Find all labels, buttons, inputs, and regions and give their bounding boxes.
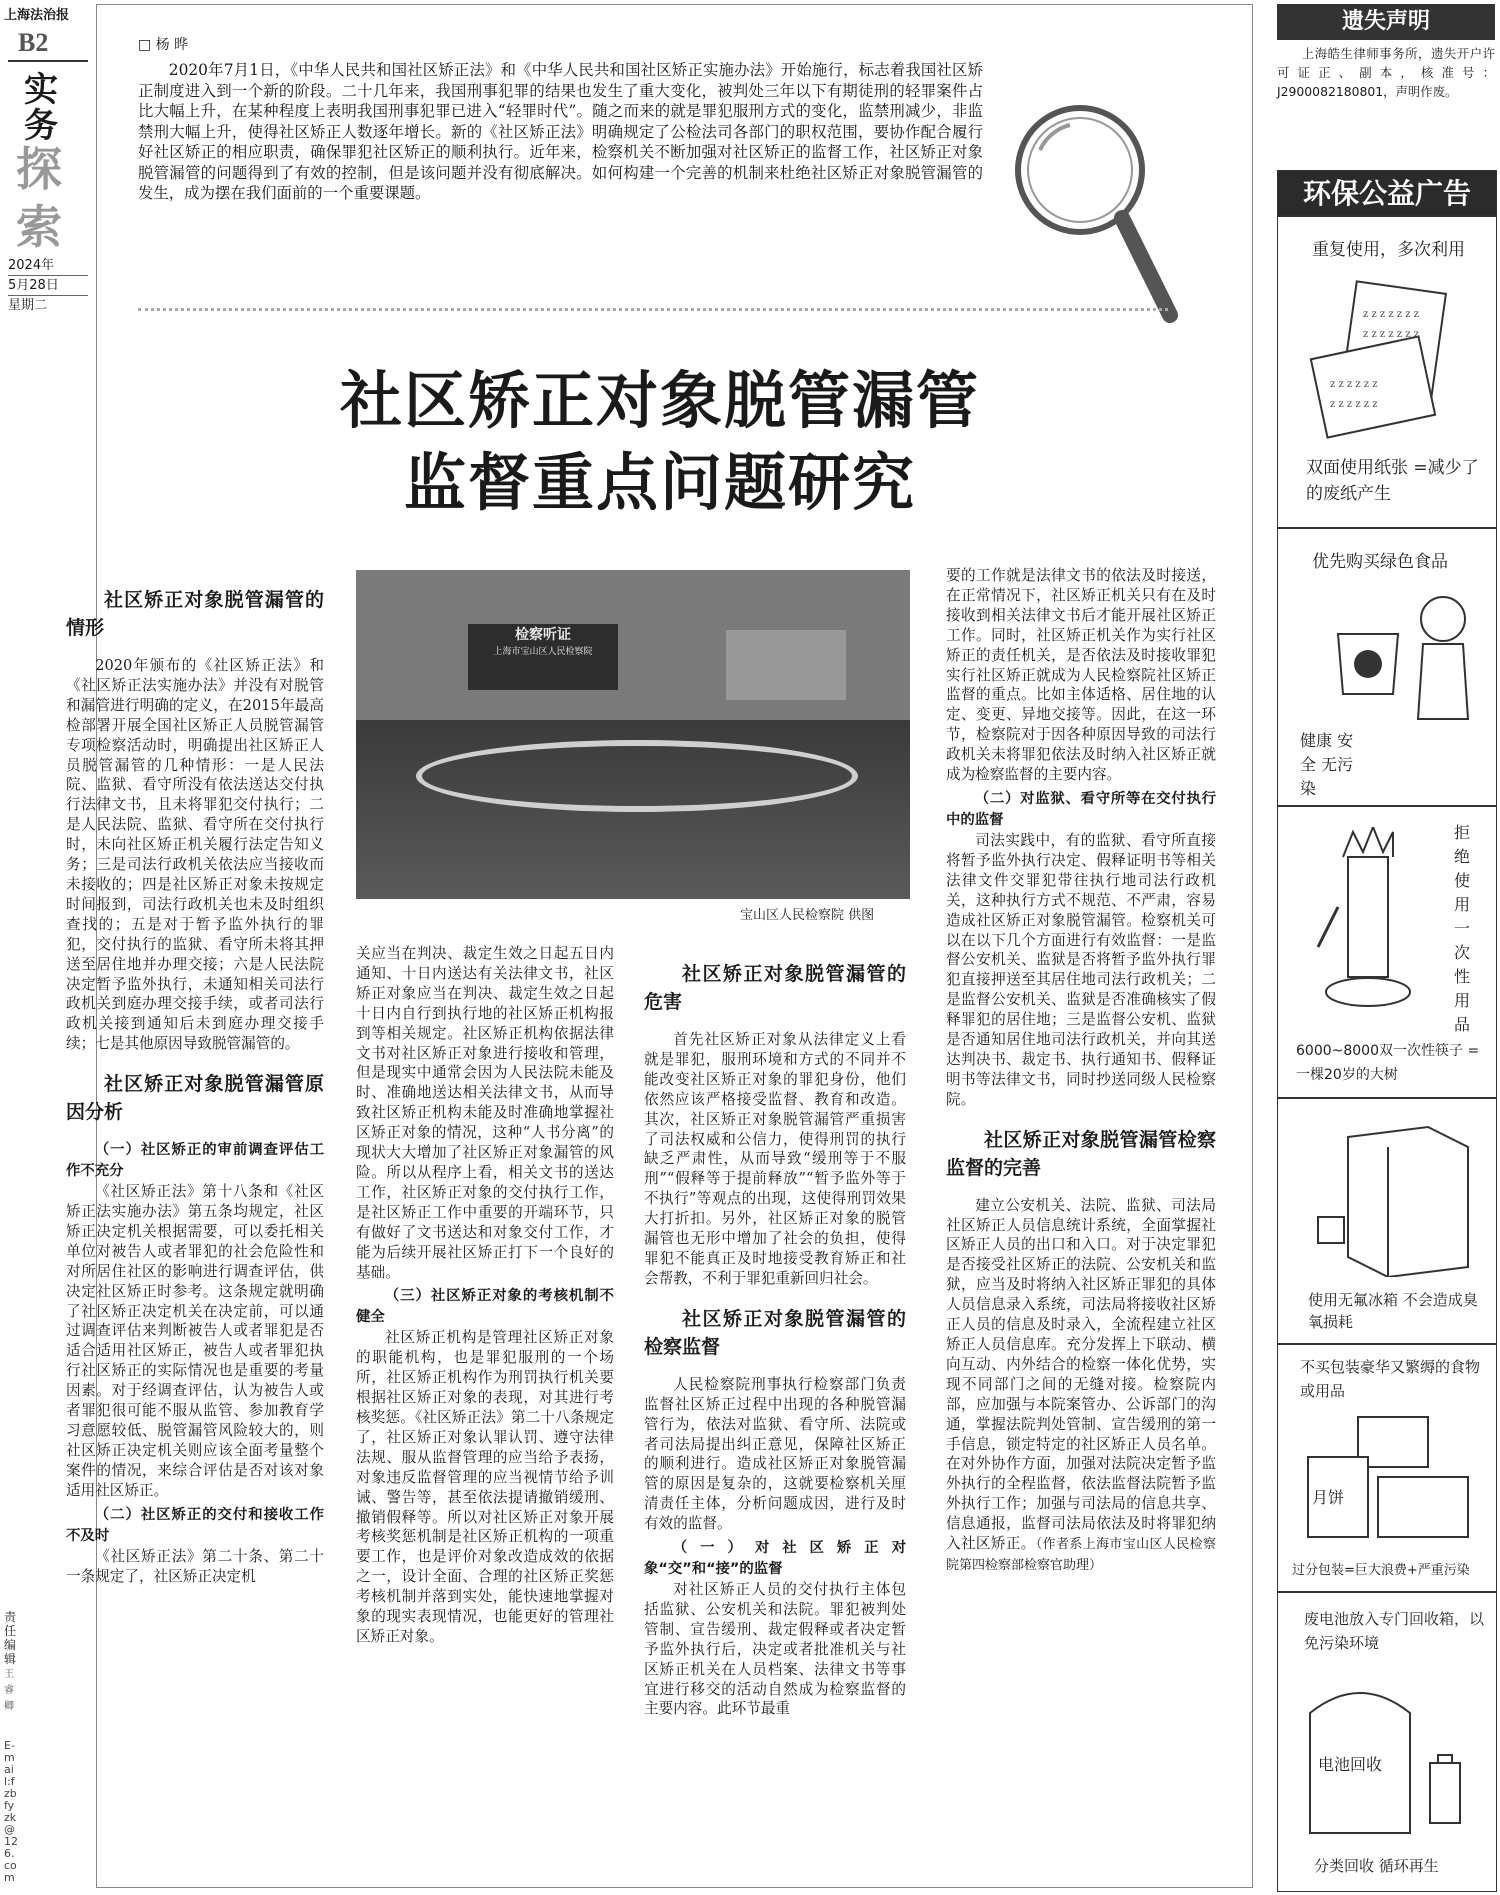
photo-caption: 宝山区人民检察院 供图 xyxy=(740,908,875,923)
ad-text: 废电池放入专门回收箱，以免污染环境 xyxy=(1304,1610,1485,1652)
column-2 xyxy=(356,944,614,1647)
paragraph: 司法实践中，有的监狱、看守所直接将暂予监外执行决定、假释证明书等相关法律文件交罪犯带往执行地司法行政机关，这种执行方式不规范、不严肃，容易造成社区矫正对象脱管漏管。检察机关可以在以下几个方面进行有效监督：一是监督公安机关、监狱是否将暂予监外执行罪犯直接押送至其居住地司法行政机关；二是监督公安机关、监狱是否准确核实了假释罪犯的居住地；三是监督公安机、监狱是否通知居住地司法行政机关，并向其送达判决书、裁定书、执行通知书、假释证明书等法律文书，同时抄送同级人民检察院。 xyxy=(946,831,1216,1108)
date-block xyxy=(8,256,88,315)
paragraph: 人民检察院刑事执行检察部门负责监督社区矫正过程中出现的各种脱管漏管行为，依法对监狱、看守所、法院或者司法局提出纠正意见，保障社区矫正的顺利进行。造成社区矫正对象脱管漏管的原因是复杂的，这就要检察机关厘清责任主体，分析问题成因，进行及时有效的监督。 xyxy=(644,1375,906,1533)
editor-label: 责任编辑王睿卿 xyxy=(4,1610,17,1712)
ad-text: 重复使用，多次利用 xyxy=(1312,240,1465,260)
column-4 xyxy=(946,566,1216,1576)
paragraph: 对社区矫正人员的交付执行主体包括监狱、公安机关和法院。罪犯被判处管制、宣告缓刑、裁定假释或者决定暂予监外执行后，决定或者批准机关与社区矫正机关在人员档案、法律文书等事宜进行移交的活动自然成为检察监督的主要内容。此环节最重 xyxy=(644,1581,906,1718)
section-heading: 社区矫正对象脱管漏管的检察监督 xyxy=(644,1307,906,1358)
headline xyxy=(120,360,1200,524)
lost-notice: 上海皓生律师事务所，遗失开户许可证正、副本，核准号：J2900082180801，声明作废。 xyxy=(1277,46,1495,99)
masthead-rule xyxy=(8,60,88,62)
hearing-photo xyxy=(356,570,910,899)
magnifier-icon xyxy=(1010,100,1180,330)
ad-label: 月饼 xyxy=(1312,1488,1345,1507)
masthead-logo: 上海法治报 xyxy=(4,8,70,23)
column-1 xyxy=(66,586,324,1586)
photo-board: 检察听证 上海市宝山区人民检察院 xyxy=(468,624,618,690)
ad-label: 电池回收 xyxy=(1318,1755,1383,1774)
editor-name: 王睿卿 xyxy=(4,1669,14,1712)
ad-text: 过分包装=巨大浪费+严重污染 xyxy=(1292,1563,1470,1578)
year: 2024年 xyxy=(8,258,55,273)
ad-panel-paper xyxy=(1278,217,1496,529)
subheading: （二）社区矫正的交付和接收工作不及时 xyxy=(66,1506,324,1544)
eco-ad xyxy=(1277,170,1497,1892)
subheading: （三）社区矫正对象的考核机制不健全 xyxy=(356,1288,614,1326)
svg-text:z z z z z z: z z z z z z xyxy=(1330,399,1378,410)
shopper-icon xyxy=(1318,579,1488,729)
paragraph: 《社区矫正法》第十八条和《社区矫正法实施办法》第五条均规定，社区矫正决定机关根据需要，可以委托相关单位对被告人或者罪犯的社会危险性和对所居住社区的影响进行调查评估，供决定社区矫正时参考。这条规定就明确了社区矫正决定机关在决定前，可以通过调查评估来判断被告人或者罪犯是否适合适用社区矫正，被告人或者罪犯执行社区矫正的实际情况也是重要的考量因素。对于经调查评估，认为被告人或者罪犯很可能不服从监管、参加教育学习意愿较低、脱管漏管风险较大的，则社区矫正决定机关则应该全面考量整个案件的情况，来综合评估是否对该对象适用社区矫正。 xyxy=(66,1183,324,1499)
column-3 xyxy=(644,960,906,1719)
paragraph: 《社区矫正法》第二十条、第二十一条规定了，社区矫正决定机 xyxy=(66,1547,324,1585)
paragraph: 2020年颁布的《社区矫正法》和《社区矫正法实施办法》并没有对脱管和漏管进行明确的定义，在2015年最高检部署开展全国社区矫正人员脱管漏管专项检察活动时，明确提出社区矫正人员脱管漏管的几种情形：一是人民法院、监狱、看守所没有依法送达交付执行法律文书，且未将罪犯交付执行；二是人民法院、监狱、看守所在交付执行时，未向社区矫正机关履行法定告知义务；三是司法行政机关依法应当接收而未接收的；四是社区矫正对象未按规定时间报到，司法行政机关也未及时组织查找的；五是对于暂予监外执行的罪犯，交付执行的监狱、看守所未将其押送至居住地并办理交接；六是人民法院决定暂予监外执行，未通知相关司法行政机关到庭办理交接手续，或者司法行政机关接到通知后未到庭办理交接手续；七是其他原因导致脱管漏管的。 xyxy=(66,657,324,1053)
section-heading: 社区矫正对象脱管漏管的情形 xyxy=(66,589,324,639)
paragraph: 社区矫正机构是管理社区矫正对象的职能机构，也是罪犯服刑的一个场所，社区矫正机构作为刑罚执行机关要根据社区矫正对象的表现，对其进行考核奖惩。《社区矫正法》第二十八条规定了，社区矫正对象认罪认罚、遵守法律法规、服从监督管理的应当给予表扬，对象违反监督管理的应当视情节给予训诫、警告等，甚至依法提请撤销缓刑、撤销假释等。所以对社区矫正对象开展考核奖惩机制是社区矫正机构的一项重要工作，也是评价对象改造成效的依据之一，设计全面、合理的社区矫正奖惩考核机制并落到实处，能快速地掌握对象的现实表现情况，也能更好的管理社区矫正对象。 xyxy=(356,1329,614,1645)
gift-boxes-icon xyxy=(1298,1407,1478,1547)
section-heading: 社区矫正对象脱管漏管检察监督的完善 xyxy=(946,1128,1216,1179)
section-label-2: 探索 xyxy=(16,142,62,254)
subheading: （一）对社区矫正对象“交”和“接”的监督 xyxy=(644,1540,906,1578)
ad-text: 6000~8000双一次性筷子 =一棵20岁的大树 xyxy=(1296,1043,1480,1083)
page-number: B2 xyxy=(18,28,49,57)
section-heading: 社区矫正对象脱管漏管的危害 xyxy=(644,963,906,1013)
ad-text: 使用无氟冰箱 不会造成臭氧损耗 xyxy=(1308,1291,1478,1331)
date: 5月28日 xyxy=(8,275,88,295)
weekday: 星期二 xyxy=(8,295,88,315)
ad-panel-battery xyxy=(1278,1593,1496,1891)
svg-text:z z z z z z z: z z z z z z z xyxy=(1363,309,1419,320)
ad-text: 健康 安全 无污染 xyxy=(1300,731,1354,798)
lead-divider xyxy=(138,308,1168,319)
ad-text: 优先购买绿色食品 xyxy=(1312,552,1448,572)
ad-panel-fridge xyxy=(1278,1099,1496,1345)
svg-text:z z z z z z z: z z z z z z z xyxy=(1363,329,1419,340)
headline-line-2: 监督重点问题研究 xyxy=(403,446,916,519)
fridge-icon xyxy=(1308,1117,1478,1277)
lost-notice-title: 遗失声明 xyxy=(1277,4,1495,40)
ad-text: 拒绝使用一次性用品 xyxy=(1454,823,1471,1034)
section-heading: 社区矫正对象脱管漏管原因分析 xyxy=(66,1073,324,1124)
headline-line-1: 社区矫正对象脱管漏管 xyxy=(339,364,980,437)
paper-stack-icon xyxy=(1308,277,1478,447)
paragraph: 首先社区矫正对象从法律定义上看就是罪犯，服刑环境和方式的不同并不能改变社区矫正对象的罪犯身份，他们依然应该严格接受监督、教育和改造。其次，社区矫正对象脱管漏管严重损害了司法权威和公信力，使得刑罚的执行缺乏严肃性，从而导致“缓刑等于不服刑”“假释等于提前释放”“暂予监外等于不执行”等观点的出现，这使得刑罚效果大打折扣。另外，社区矫正对象的脱管漏管也无形中增加了社会的负担，使得罪犯不能真正及时地接受教育矫正和社会帮教，不利于罪犯重新回归社会。 xyxy=(644,1031,906,1287)
ad-panel-packaging xyxy=(1278,1345,1496,1593)
byline: □ 杨 晔 xyxy=(138,37,189,53)
section-label: 实务 xyxy=(24,70,58,146)
author-note: （作者系上海市宝山区人民检察院第四检察部检察官助理） xyxy=(946,1537,1216,1573)
lead-paragraph: 2020年7月1日，《中华人民共和国社区矫正法》和《中华人民共和国社区矫正实施办法》开始施行，标志着我国社区矫正制度进入到一个新的阶段。二十几年来，我国刑事犯罪的结果也发生了重大变化，被判处三年以下有期徒刑的轻罪案件占比大幅上升，在某种程度上表明我国刑事犯罪已进入“轻罪时代”。随之而来的就是罪犯服刑方式的变化，监禁刑减少，非监禁刑大幅上升，使得社区矫正人数逐年增长。新的《社区矫正法》明确规定了公检法司各部门的职权范围，要协作配合履行好社区矫正的相应职责，确保罪犯社区矫正的顺利执行。近年来，检察机关不断加强对社区矫正的监督工作，社区矫正对象脱管漏管的问题得到了有效的控制，但是该问题并没有彻底解决。如何构建一个完善的机制来杜绝社区矫正对象脱管漏管的发生，成为摆在我们面前的一个重要课题。 xyxy=(138,61,983,202)
ad-text: 双面使用纸张 =减少了的废纸产生 xyxy=(1306,458,1479,504)
ad-text: 分类回收 循环再生 xyxy=(1314,1857,1439,1875)
paragraph: 关应当在判决、裁定生效之日起五日内通知、十日内送达有关法律文书，社区矫正对象应当在判决、裁定生效之日起十日内自行到执行地的社区矫正机构报到等相关规定。社区矫正机构依据法律文书对社区矫正对象进行接收和管理，但是现实中通常会因为人民法院未能及时、准确地送达相关法律文书，从而导致社区矫正机构未能及时准确地掌握社区矫正对象的情况，这种“人书分离”的现状大大增加了社区矫正对象漏管的风险。所以从程序上看，相关文书的送达工作，社区矫正对象的交付执行工作，是社区矫正工作中重要的开端环节，只有做好了文书送达和对象交付工作，才能为后续开展社区矫正打下一个良好的基础。 xyxy=(356,945,614,1281)
ad-panel-disposable xyxy=(1278,807,1496,1099)
ad-text: 不买包装豪华又繁缛的食物或用品 xyxy=(1300,1358,1481,1400)
paragraph: 要的工作就是法律文书的依法及时接送，在正常情况下，社区矫正机关只有在及时接收到相关法律文书后才能开展社区矫正工作。同时，社区矫正机关作为实行社区矫正的责任机关，是否依法及时接收罪犯实行社区矫正就成为人民检察院社区矫正监督的重点。比如主体适格、居住地的认定、变更、异地交接等。因此，在这一环节，检察院对于因各种原因导致的司法行政机关未将罪犯依法及时纳入社区矫正就成为检察监督的主要内容。 xyxy=(946,567,1216,784)
editor-email: E-mail:fzbfyzk@126.com xyxy=(4,1739,18,1884)
ad-panel-green-food xyxy=(1278,529,1496,807)
subheading: （二）对监狱、看守所等在交付执行中的监督 xyxy=(946,790,1216,828)
tree-stump-icon xyxy=(1308,827,1428,1027)
paragraph: 建立公安机关、法院、监狱、司法局社区矫正人员信息统计系统，全面掌握社区矫正人员的出口和入口。对于决定罪犯是否接受社区矫正的法院、公安机关和监狱，应当及时将纳入社区矫正罪犯的具体人员信息录入系统，司法局将接收社区矫正人员的信息及时录入，全流程建立社区矫正人员信息库。充分发挥上下联动、横向互动、内外结合的检察一体化优势，实现不同部门之间的无缝对接。检察院内部，应加强与本院案管办、公诉部门的沟通，掌握法院判处管制、宣告缓刑的第一手信息，锁定特定的社区矫正人员名单。在对外协作方面，加强对法院决定暂予监外执行的全程监督，依法监督法院暂予监外执行工作；加强与司法局的信息共享、信息通报，监督司法局依法及时将罪犯纳入社区矫正。（作者系上海市宝山区人民检察院第四检察部检察官助理） xyxy=(946,1196,1216,1573)
subheading: （一）社区矫正的审前调查评估工作不充分 xyxy=(66,1142,324,1180)
svg-text:z z z z z z: z z z z z z xyxy=(1330,379,1378,390)
ad-title: 环保公益广告 xyxy=(1278,171,1496,217)
